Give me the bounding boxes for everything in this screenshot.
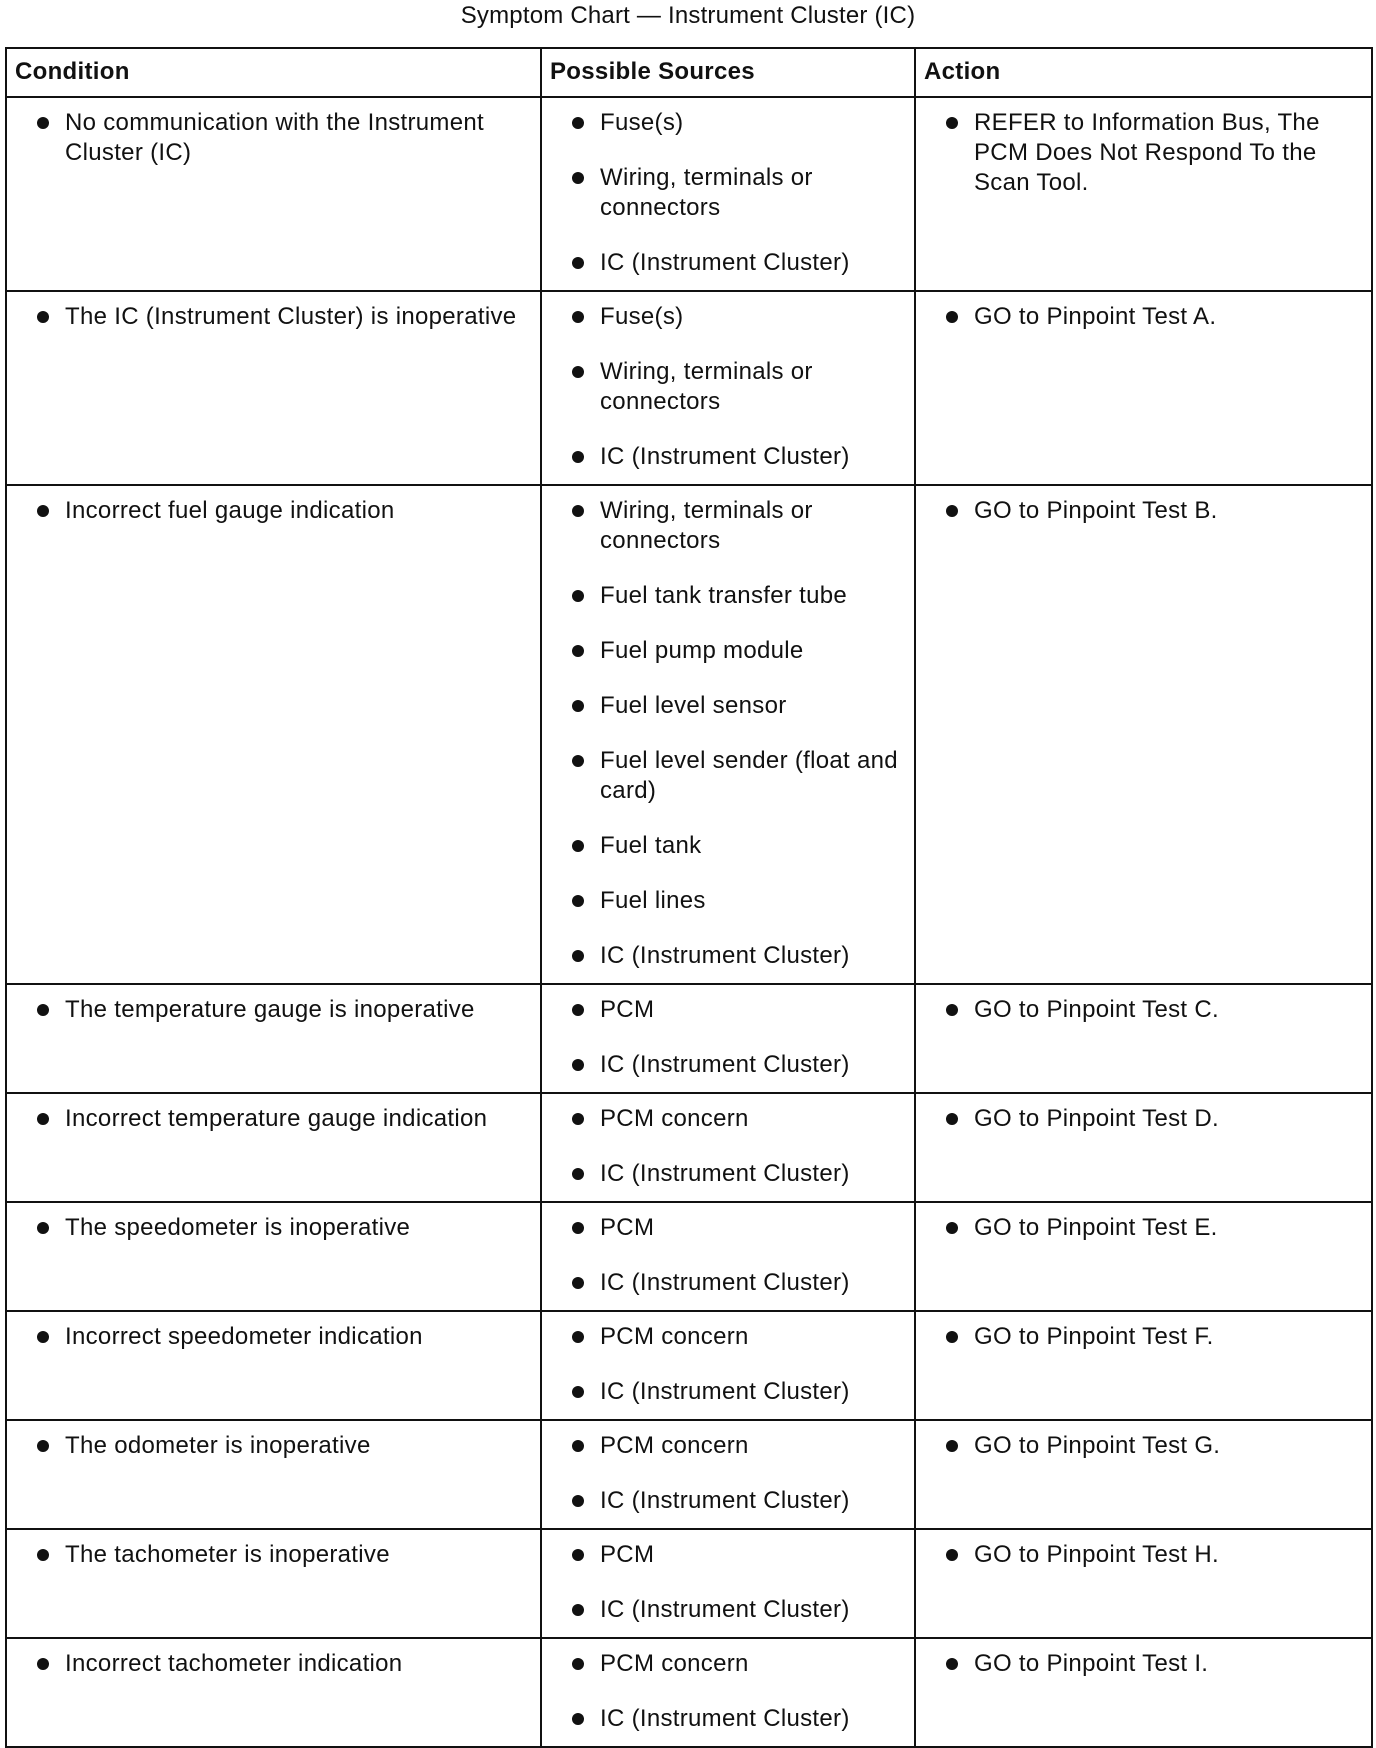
possible-sources-cell (541, 1311, 915, 1420)
condition-list (15, 1649, 532, 1679)
source-item: IC (Instrument Cluster) (550, 1377, 906, 1407)
action-item: GO to Pinpoint Test H. (924, 1540, 1363, 1570)
column-header-action: Action (915, 48, 1372, 97)
condition-list (15, 1540, 532, 1570)
table-row (6, 1638, 1372, 1747)
condition-list (15, 302, 532, 332)
possible-sources-list (550, 496, 906, 971)
table-row (6, 97, 1372, 291)
condition-cell (6, 291, 541, 485)
condition-item: The speedometer is inoperative (15, 1213, 532, 1243)
source-item: IC (Instrument Cluster) (550, 1486, 906, 1516)
action-item: GO to Pinpoint Test G. (924, 1431, 1363, 1461)
possible-sources-cell (541, 1420, 915, 1529)
condition-cell (6, 1311, 541, 1420)
action-item: GO to Pinpoint Test I. (924, 1649, 1363, 1679)
source-item: PCM (550, 1540, 906, 1570)
source-item: PCM concern (550, 1649, 906, 1679)
condition-cell (6, 984, 541, 1093)
condition-item: The tachometer is inoperative (15, 1540, 532, 1570)
possible-sources-cell (541, 291, 915, 485)
condition-item: Incorrect speedometer indication (15, 1322, 532, 1352)
possible-sources-list (550, 1322, 906, 1407)
source-item: Fuse(s) (550, 302, 906, 332)
source-item: PCM concern (550, 1104, 906, 1134)
possible-sources-cell (541, 1202, 915, 1311)
possible-sources-list (550, 108, 906, 278)
condition-cell (6, 485, 541, 984)
condition-cell (6, 1093, 541, 1202)
action-list (924, 108, 1363, 198)
action-cell (915, 1093, 1372, 1202)
possible-sources-cell (541, 97, 915, 291)
action-list (924, 1431, 1363, 1461)
condition-list (15, 1322, 532, 1352)
action-cell (915, 291, 1372, 485)
action-cell (915, 1638, 1372, 1747)
action-list (924, 1540, 1363, 1570)
source-item: Wiring, terminals or connectors (550, 163, 906, 223)
condition-list (15, 496, 532, 526)
possible-sources-list (550, 1104, 906, 1189)
action-cell (915, 1529, 1372, 1638)
table-row (6, 291, 1372, 485)
condition-cell (6, 1638, 541, 1747)
table-row (6, 485, 1372, 984)
source-item: Wiring, terminals or connectors (550, 357, 906, 417)
condition-cell (6, 1420, 541, 1529)
table-row (6, 1202, 1372, 1311)
condition-item: Incorrect fuel gauge indication (15, 496, 532, 526)
condition-item: The IC (Instrument Cluster) is inoperative (15, 302, 532, 332)
condition-item: The odometer is inoperative (15, 1431, 532, 1461)
source-item: IC (Instrument Cluster) (550, 442, 906, 472)
source-item: Fuel level sensor (550, 691, 906, 721)
table-row (6, 1311, 1372, 1420)
source-item: PCM (550, 995, 906, 1025)
action-item: GO to Pinpoint Test B. (924, 496, 1363, 526)
action-cell (915, 1202, 1372, 1311)
source-item: Fuel tank transfer tube (550, 581, 906, 611)
possible-sources-list (550, 302, 906, 472)
action-list (924, 1322, 1363, 1352)
possible-sources-cell (541, 984, 915, 1093)
source-item: IC (Instrument Cluster) (550, 1050, 906, 1080)
possible-sources-cell (541, 1093, 915, 1202)
condition-list (15, 108, 532, 168)
possible-sources-list (550, 1213, 906, 1298)
column-header-condition: Condition (6, 48, 541, 97)
source-item: IC (Instrument Cluster) (550, 1159, 906, 1189)
action-cell (915, 1311, 1372, 1420)
action-item: GO to Pinpoint Test E. (924, 1213, 1363, 1243)
possible-sources-cell (541, 485, 915, 984)
table-header-row (6, 48, 1372, 97)
action-list (924, 1649, 1363, 1679)
action-cell (915, 97, 1372, 291)
possible-sources-list (550, 1431, 906, 1516)
action-item: GO to Pinpoint Test F. (924, 1322, 1363, 1352)
condition-list (15, 1213, 532, 1243)
condition-cell (6, 1202, 541, 1311)
source-item: Fuel lines (550, 886, 906, 916)
table-row (6, 1093, 1372, 1202)
condition-item: No communication with the Instrument Cluster (IC) (15, 108, 532, 168)
action-list (924, 1104, 1363, 1134)
condition-item: The temperature gauge is inoperative (15, 995, 532, 1025)
action-list (924, 302, 1363, 332)
action-cell (915, 485, 1372, 984)
condition-cell (6, 1529, 541, 1638)
source-item: IC (Instrument Cluster) (550, 1595, 906, 1625)
action-item: GO to Pinpoint Test C. (924, 995, 1363, 1025)
action-list (924, 496, 1363, 526)
condition-item: Incorrect temperature gauge indication (15, 1104, 532, 1134)
action-item: GO to Pinpoint Test D. (924, 1104, 1363, 1134)
condition-list (15, 1104, 532, 1134)
table-row (6, 1420, 1372, 1529)
source-item: PCM (550, 1213, 906, 1243)
symptom-chart-table (5, 47, 1373, 1748)
table-body (6, 97, 1372, 1747)
source-item: Fuel pump module (550, 636, 906, 666)
action-item: REFER to Information Bus, The PCM Does Not Respond To the Scan Tool. (924, 108, 1363, 198)
source-item: Wiring, terminals or connectors (550, 496, 906, 556)
table-row (6, 1529, 1372, 1638)
possible-sources-cell (541, 1529, 915, 1638)
condition-cell (6, 97, 541, 291)
source-item: IC (Instrument Cluster) (550, 248, 906, 278)
table-row (6, 984, 1372, 1093)
action-item: GO to Pinpoint Test A. (924, 302, 1363, 332)
source-item: PCM concern (550, 1322, 906, 1352)
source-item: PCM concern (550, 1431, 906, 1461)
condition-list (15, 1431, 532, 1461)
possible-sources-cell (541, 1638, 915, 1747)
source-item: Fuel level sender (float and card) (550, 746, 906, 806)
action-list (924, 995, 1363, 1025)
source-item: IC (Instrument Cluster) (550, 1268, 906, 1298)
source-item: IC (Instrument Cluster) (550, 1704, 906, 1734)
action-cell (915, 984, 1372, 1093)
table-caption: Symptom Chart — Instrument Cluster (IC) (460, 2, 916, 29)
action-cell (915, 1420, 1372, 1529)
source-item: Fuse(s) (550, 108, 906, 138)
source-item: Fuel tank (550, 831, 906, 861)
condition-item: Incorrect tachometer indication (15, 1649, 532, 1679)
column-header-possible-sources: Possible Sources (541, 48, 915, 97)
action-list (924, 1213, 1363, 1243)
possible-sources-list (550, 1540, 906, 1625)
condition-list (15, 995, 532, 1025)
possible-sources-list (550, 995, 906, 1080)
source-item: IC (Instrument Cluster) (550, 941, 906, 971)
